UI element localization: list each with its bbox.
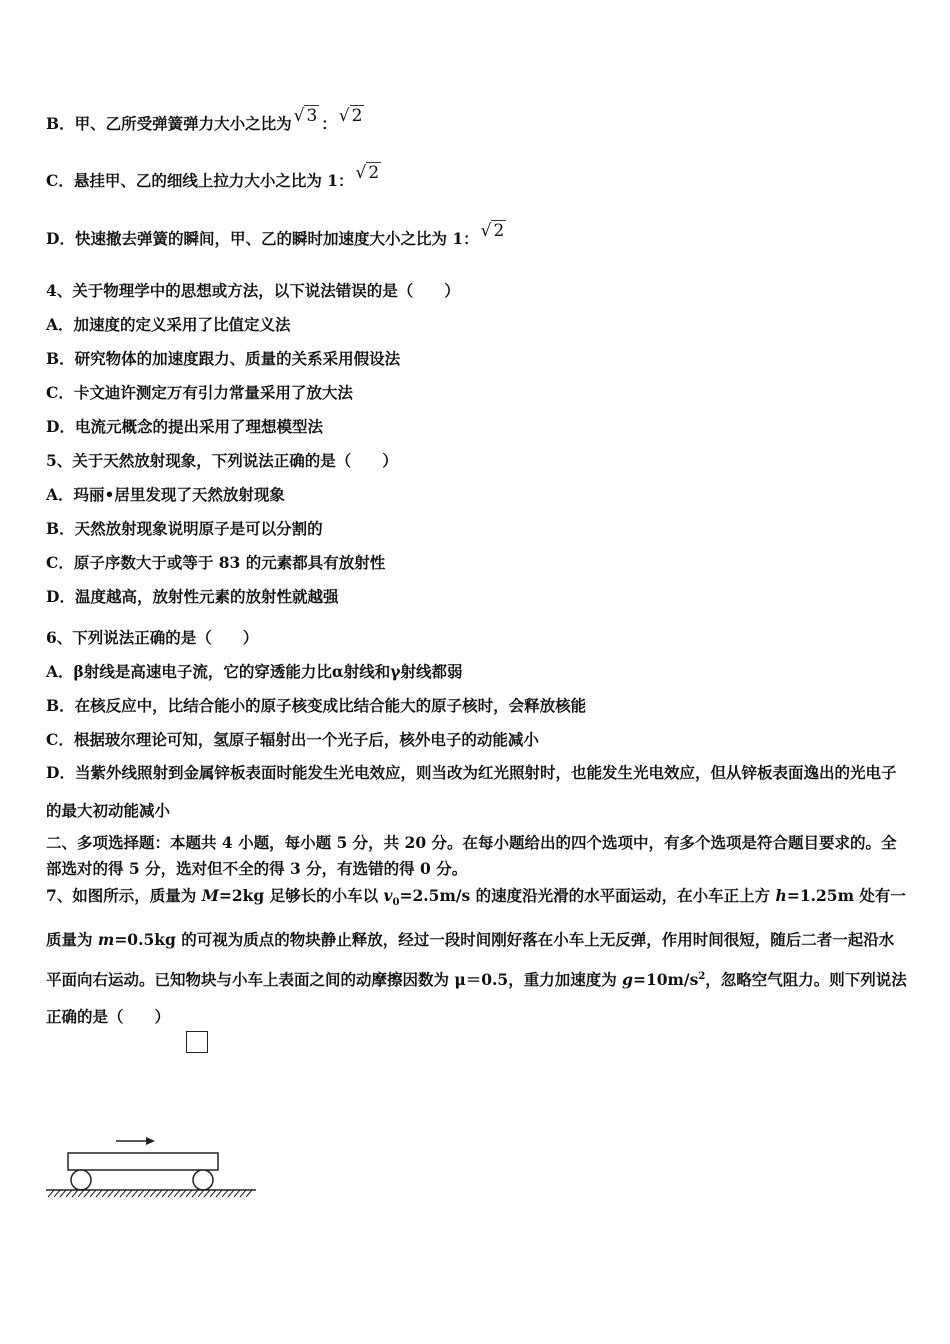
q5-stem: 5、关于天然放射现象，下列说法正确的是（ ） (46, 451, 398, 470)
q5-option-a: A．玛丽⁠•居里发现了天然放射现象 (46, 485, 285, 504)
q6-option-c: C．根据玻尔理论可知，氢原子辐射出一个光子后，核外电子的动能减小 (46, 730, 539, 749)
sqrt-3: √ 3 (293, 106, 318, 126)
cart-wheel-left (71, 1170, 91, 1190)
q7-stem: 7、如图所示，质量为 M=2kg 足够长的小车以 $v_0=2.5m/s$ 的速度沿光滑的水平面运动，在小车正上方 h=1.25m 处有一质量为 m=0.5kg 的可视为质点的物块静止释放，经过一段时间刚好落在小车上无反弹，作用时间很短，随后二者一起沿水平面向右运动。已知物块与小车上表面之间的动摩擦因数为 μ＝0.5，重力加速度为 $g=10m/s^2$，忽略空气阻力。则下列说法正确的是（ ） (46, 886, 907, 1027)
q6-option-a: A．β射线是高速电子流，它的穿透能力比α射线和γ射线都弱 (46, 662, 463, 681)
q4-option-d: D．电流元概念的提出采用了理想模型法 (46, 417, 323, 436)
q5-option-d: D．温度越高，放射性元素的放射性就越强 (46, 587, 339, 606)
q3-option-d: D．快速撤去弹簧的瞬间，甲、乙的瞬时加速度大小之比为 1： √ 2 (46, 221, 505, 248)
q5-option-b: B．天然放射现象说明原子是可以分割的 (46, 519, 323, 538)
q3-option-b: B．甲、乙所受弹簧弹力大小之比为 √ 3 ： √ 2 (46, 106, 363, 133)
q6-option-b: B．在核反应中，比结合能小的原子核变成比结合能大的原子核时，会释放核能 (46, 696, 587, 715)
section-2-instructions: 二、多项选择题：本题共 4 小题，每小题 5 分，共 20 分。在每小题给出的四个选项中，有多个选项是符合题目要求的。全部选对的得 5 分，选对但不全的得 3 分，有选错的得 0 分。 (46, 833, 897, 878)
q4-stem: 4、关于物理学中的思想或方法，以下说法错误的是（ ） (46, 281, 460, 300)
sqrt-2: √ 2 (338, 106, 363, 126)
q6-stem: 6、下列说法正确的是（ ） (46, 628, 259, 647)
falling-block (186, 1031, 208, 1053)
cart-body (68, 1153, 218, 1170)
ground-hatching (46, 1190, 256, 1197)
q4-option-a: A．加速度的定义采用了比值定义法 (46, 315, 291, 334)
cart-svg (40, 1130, 262, 1210)
velocity-arrow (116, 1137, 155, 1145)
q5-option-c: C．原子序数大于或等于 83 的元素都具有放射性 (46, 553, 386, 572)
q3-option-c: C．悬挂甲、乙的细线上拉力大小之比为 1： √ 2 (46, 163, 380, 190)
sqrt-2: √ 2 (480, 221, 505, 241)
cart-wheel-right (193, 1170, 213, 1190)
q4-option-b: B．研究物体的加速度跟力、质量的关系采用假设法 (46, 349, 401, 368)
sqrt-2: √ 2 (355, 163, 380, 183)
q6-option-d: D．当紫外线照射到金属锌板表面时能发生光电效应，则当改为红光照射时，也能发生光电效应，但从锌板表面逸出的光电子的最大初动能减小 (46, 763, 897, 820)
cart-diagram (40, 1130, 262, 1214)
q4-option-c: C．卡文迪许测定万有引力常量采用了放大法 (46, 383, 353, 402)
